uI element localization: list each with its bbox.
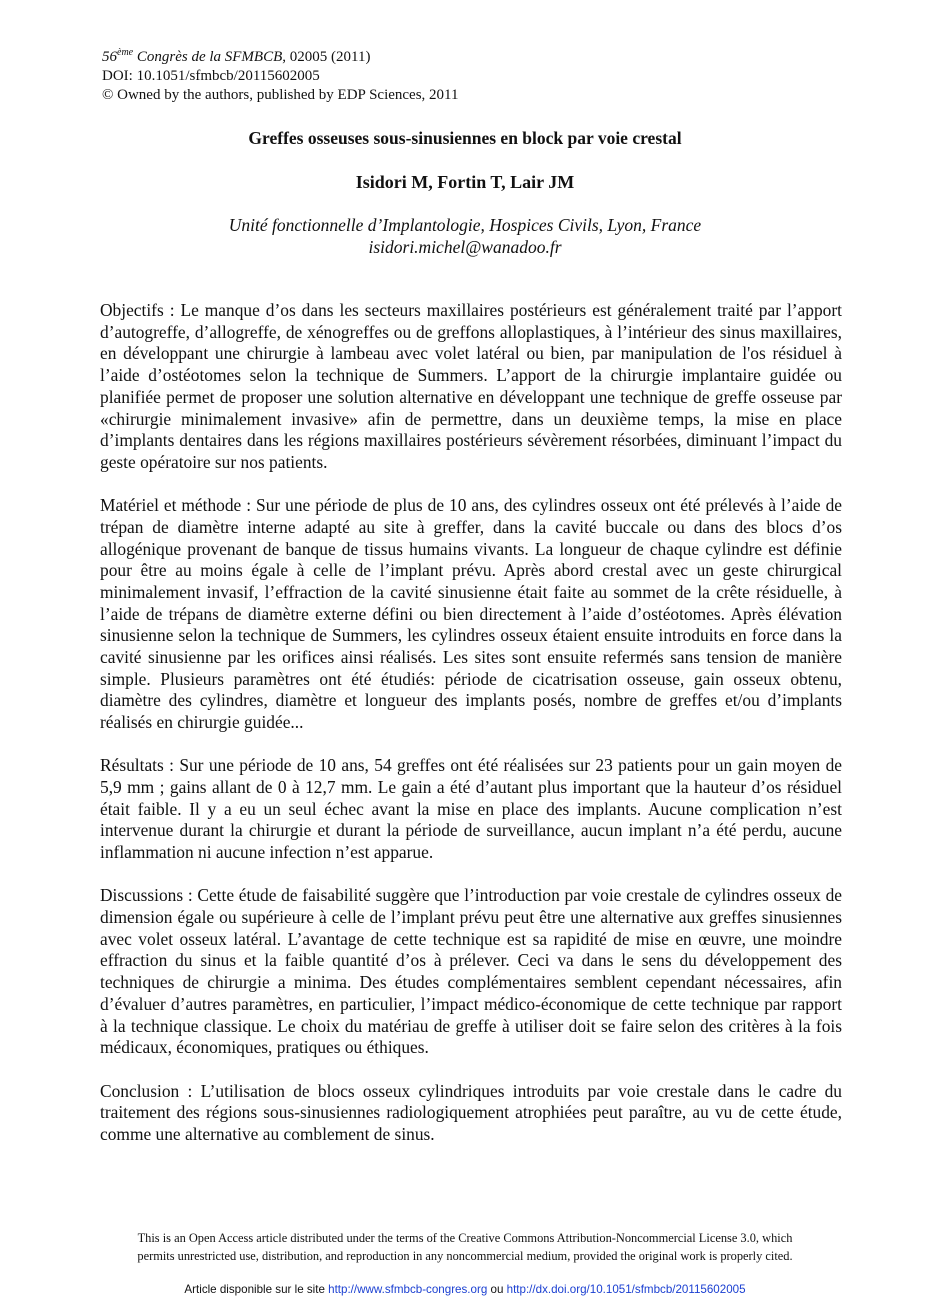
affiliation-block	[0, 214, 930, 258]
section-discussions: Discussions : Cette étude de faisabilité suggère que l’introduction par voie crestale de cylindres osseux de dimension égale ou supérieure à celle de l’implant prévu peut être une alternative aux greffes sinusiennes avec volet osseux latéral. L’avantage de cette technique est sa rapidité de mise en œuvre, une moindre effraction du sinus et la faible quantité d’os à prélever. Ceci va dans le sens du développement des techniques de chirurgie a minima. Des études complémentaires semblent cependant nécessaires, afin d’évaluer d’autres paramètres, en particulier, l’impact médico-économique de cette technique par rapport à la technique classique. Le choix du matériau de greffe à utiliser doit se faire selon des critères à la fois médicaux, économiques, pratiques ou éthiques.	[100, 885, 842, 1058]
section-materiel-methode: Matériel et méthode : Sur une période de plus de 10 ans, des cylindres osseux ont été prélevés à l’aide de trépan de diamètre interne adapté au site à greffer, dans la cavité buccale ou dans des blocs d’os allogénique provenant de banque de tissus humains vivants. La longueur de chaque cylindre est définie pour être au moins égale à celle de l’implant prévu. Après abord crestal avec un geste chirurgical minimalement invasif, l’effraction de la cavité sinusienne était faite au sommet de la crête résiduelle, à l’aide de trépans de diamètre externe défini ou bien directement à l’aide d’ostéotomes. Après élévation sinusienne selon la technique de Summers, les cylindres osseux étaient ensuite introduits en force dans la cavité sinusienne par les orifices ainsi réalisés. Les sites sont ensuite refermés sans tension de manière simple. Plusieurs paramètres ont été étudiés: période de cicatrisation osseuse, gain osseux obtenu, diamètre des cylindres, diamètre et longueur des implants posés, nombre de greffes et/ou d’implants réalisés en chirurgie guidée...	[100, 495, 842, 733]
footer-middle: ou	[487, 1283, 507, 1296]
doi-link[interactable]: http://dx.doi.org/10.1051/sfmbcb/20115602005	[506, 1283, 746, 1296]
copyright-line: © Owned by the authors, published by EDP Sciences, 2011	[102, 87, 459, 103]
journal-name: Congrès de la SFMBCB	[133, 49, 283, 65]
edition-suffix: ème	[117, 47, 134, 58]
sfmbcb-link[interactable]: http://www.sfmbcb-congres.org	[328, 1283, 488, 1296]
edition-number: 56	[102, 49, 117, 65]
affiliation: Unité fonctionnelle d’Implantologie, Hospices Civils, Lyon, France	[228, 215, 702, 235]
section-conclusion: Conclusion : L’utilisation de blocs osseux cylindriques introduits par voie crestale dans le cadre du traitement des régions sous-sinusiennes radiologiquement atrophiées peut paraître, au vu de cette étude, comme une alternative au comblement de sinus.	[100, 1080, 842, 1144]
license-line-2: permits unrestricted use, distribution, and reproduction in any noncommercial medium, provided the original work is properly cited.	[137, 1249, 793, 1263]
footer-prefix: Article disponible sur le site	[184, 1283, 329, 1296]
article-title: Greffes osseuses sous-sinusiennes en block par voie crestal	[248, 128, 682, 148]
journal-citation	[102, 48, 458, 67]
author-email: isidori.michel@wanadoo.fr	[368, 237, 562, 257]
availability-footer	[0, 1283, 930, 1296]
section-resultats: Résultats : Sur une période de 10 ans, 54 greffes ont été réalisées sur 23 patients pour un gain moyen de 5,9 mm ; gains allant de 0 à 12,7 mm. Le gain a été d’autant plus important que la hauteur d’os résiduel était faible. Il y a eu un seul échec avant la mise en place des implants. Aucune complication n’est intervenue durant la chirurgie et durant la période de surveillance, aucun implant n’a été perdu, aucune inflammation ni aucune infection n’est apparue.	[100, 755, 842, 863]
doi-line: DOI: 10.1051/sfmbcb/20115602005	[102, 68, 320, 84]
abstract-body	[100, 300, 842, 1167]
section-objectifs: Objectifs : Le manque d’os dans les secteurs maxillaires postérieurs est généralement traité par l’apport d’autogreffe, d’allogreffe, de xénogreffes ou de greffons alloplastiques, à l’intérieur des sinus maxillaires, en développant une chirurgie à lambeau avec volet latéral ou bien, par manipulation de l'os résiduel à l’aide d’ostéotomes selon la technique de Summers. L’apport de la chirurgie implantaire guidée ou planifiée permet de proposer une solution alternative en développant une technique de greffe osseuse par «chirurgie minimalement invasive» afin de permettre, dans un deuxième temps, la mise en place d’implants dentaires dans les régions maxillaires postérieurs sévèrement résorbées, diminuant l’impact du geste opératoire sur nos patients.	[100, 300, 842, 472]
article-authors: Isidori M, Fortin T, Lair JM	[355, 172, 575, 192]
citation-number: , 02005 (2011)	[282, 49, 371, 65]
license-line-1: This is an Open Access article distributed under the terms of the Creative Commons Attribution-Noncommercial License 3.0, which	[137, 1231, 793, 1245]
journal-header	[102, 48, 458, 105]
license-notice	[0, 1229, 930, 1265]
